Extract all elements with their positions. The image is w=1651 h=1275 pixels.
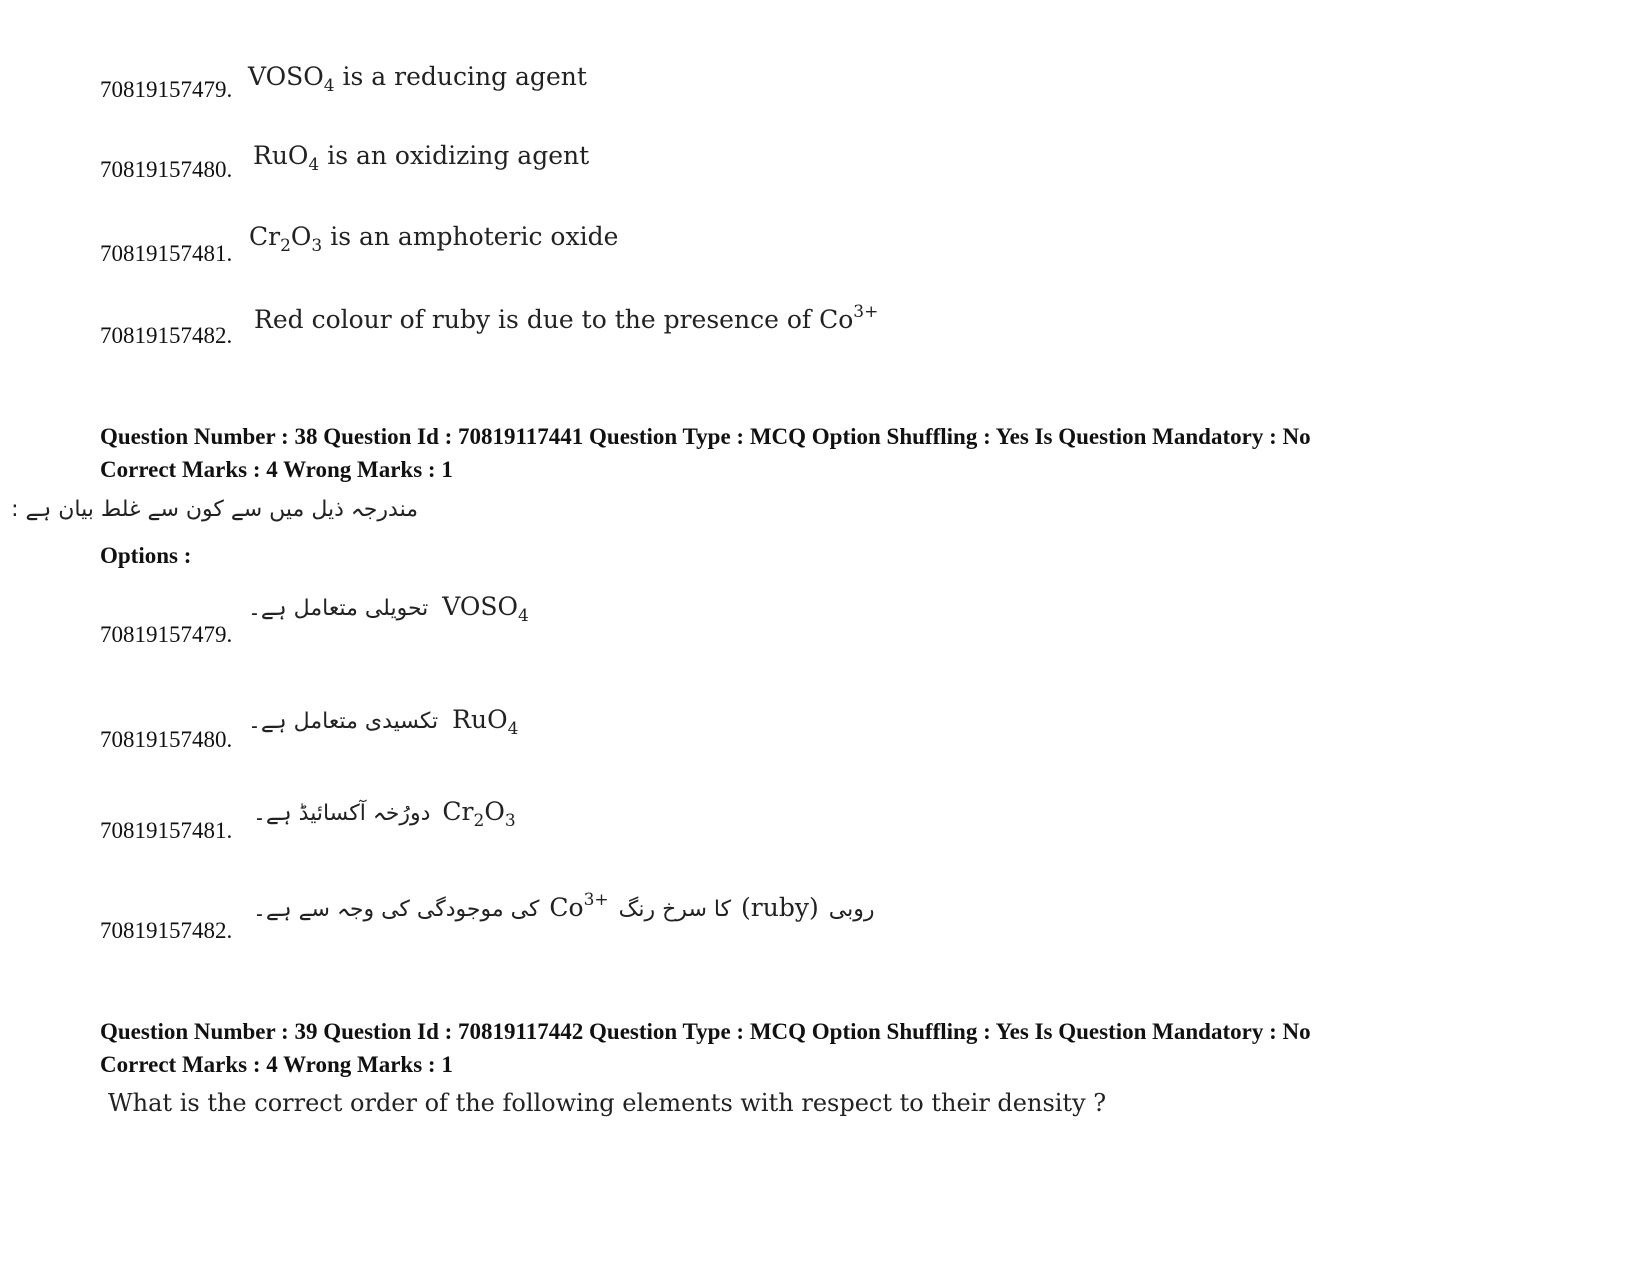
option-id: 70819157482. [100,323,233,348]
option-text: Red colour of ruby is due to the presence of $Co^{3+}$ [254,302,879,334]
question-text-urdu: مندرجہ ذیل میں سے کون سے غلط بیان ہے : [11,497,418,522]
option-text: دورُخہ آکسائیڈ ہے۔ $Cr_2O_3$ [253,797,516,831]
option-id: 70819157480. [100,157,233,182]
option-id: 70819157481. [100,818,233,843]
options-label: Options : [100,543,192,568]
option-id: 70819157482. [100,918,233,943]
option-text: RuO$_4$ is an oxidizing agent [253,141,590,175]
question-text: What is the correct order of the following elements with respect to their density ? [108,1089,1107,1117]
question-marks: Correct Marks : 4 Wrong Marks : 1 [100,1052,453,1077]
question-header: Question Number : 38 Question Id : 70819117441 Question Type : MCQ Option Shuffling : Yes Is Question Mandatory : No [100,424,1311,449]
option-id: 70819157480. [100,727,233,752]
option-id: 70819157479. [100,622,233,647]
option-id: 70819157479. [100,77,233,102]
option-text: تحویلی متعامل ہے۔ $VOSO_4$ [248,592,529,626]
option-text: کی موجودگی کی وجہ سے ہے۔ $Co^{3+}$ کا سرخ رنگ (ruby) روبی [253,890,875,922]
question-header: Question Number : 39 Question Id : 70819117442 Question Type : MCQ Option Shuffling : Yes Is Question Mandatory : No [100,1019,1311,1044]
option-text: تکسیدی متعامل ہے۔ RuO$_4$ [248,705,519,739]
option-text: $Cr_2O_3$ is an amphoteric oxide [249,222,619,256]
question-marks: Correct Marks : 4 Wrong Marks : 1 [100,457,453,482]
option-id: 70819157481. [100,241,233,266]
option-text: $VOSO_4$ is a reducing agent [248,62,587,96]
